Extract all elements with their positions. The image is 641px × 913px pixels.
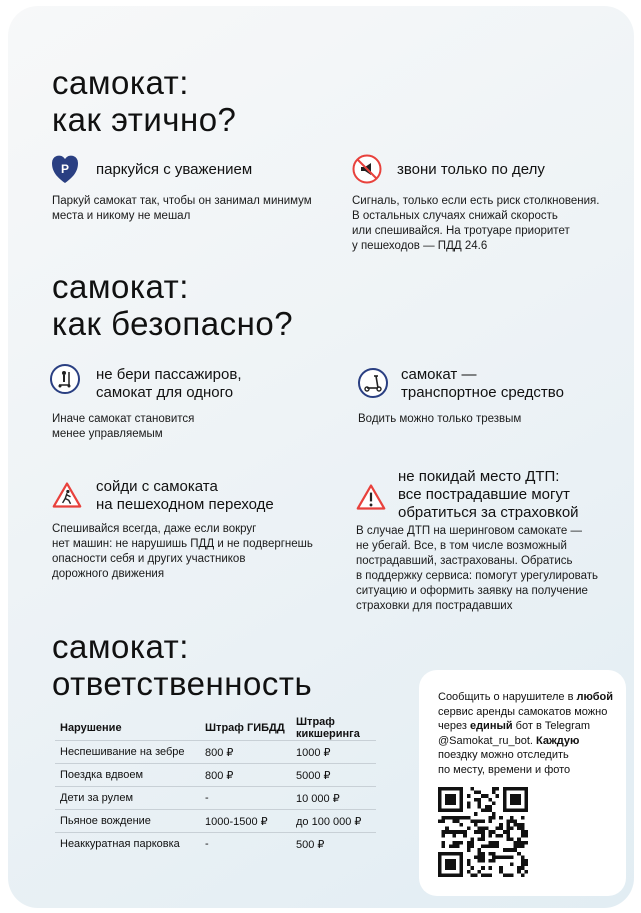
column-header: Штраф кикшеринга	[296, 716, 360, 740]
bell-title: звони только по делу	[397, 161, 545, 178]
park-text: Паркуй самокат так, чтобы он занимал минимум места и никому не мешал	[52, 195, 312, 222]
column-header: Нарушение	[60, 722, 122, 734]
park-title: паркуйся с уважением	[96, 161, 253, 178]
scooter-icon	[358, 368, 388, 398]
vehicle-text: Водить можно только трезвым	[358, 413, 522, 425]
fines-table	[55, 716, 411, 855]
passengers-title: не бери пассажиров, самокат для одного	[96, 366, 242, 401]
pedestrian-warning-icon	[52, 480, 82, 510]
report-text: Сообщить о нарушителе в любой сервис аренды самокатов можно через единый бот в Telegram @Samokat_ru_bot. Каждую поездку можно отследить по месту, времени и фото	[438, 691, 614, 776]
parking-icon	[50, 154, 80, 184]
table-row: Неаккуратная парковка - 500 ₽	[55, 833, 411, 856]
accident-title: не покидай место ДТП: все пострадавшие могут обратиться за страховкой	[398, 468, 579, 521]
table-row: Поездка вдвоем 800 ₽ 5000 ₽	[55, 764, 411, 787]
crossing-title: сойди с самоката на пешеходном переходе	[96, 478, 274, 513]
report-card	[419, 670, 626, 896]
heading-safety: самокат: как безопасно?	[52, 268, 294, 342]
svg-text:P: P	[60, 162, 70, 176]
bell-text: Сигналь, только если есть риск столкновения. В остальных случаях снижай скорость или спешивайся. На тротуаре приоритет у пешеходов — ПДД 24.6	[352, 195, 600, 252]
passengers-text: Иначе самокат становится менее управляемым	[52, 413, 195, 440]
single-rider-icon	[50, 364, 80, 394]
poster	[8, 6, 634, 908]
table-header-row	[55, 716, 411, 741]
accident-text: В случае ДТП на шеринговом самокате — не убегай. Все, в том числе возможный пострадавший, застрахованы. Обратись в поддержку сервиса: помогут урегулировать ситуацию и оформить заявку на получение страховки для пострадавших	[356, 525, 599, 612]
table-row: Неспешивание на зебре 800 ₽ 1000 ₽	[55, 741, 411, 764]
crossing-text: Спешивайся всегда, даже если вокруг нет машин: не нарушишь ПДД и не подвергнешь опасности себя и других участников дорожного движения	[52, 523, 313, 580]
column-header: Штраф ГИБДД	[205, 722, 285, 734]
exclamation-warning-icon	[356, 482, 386, 512]
heading-responsibility: самокат: ответственность	[52, 628, 313, 702]
no-horn-icon	[352, 154, 382, 184]
table-row: Пьяное вождение 1000-1500 ₽ до 100 000 ₽	[55, 810, 411, 833]
heading-ethics: самокат: как этично?	[52, 64, 237, 138]
vehicle-title: самокат — транспортное средство	[401, 366, 564, 401]
table-row: Дети за рулем - 10 000 ₽	[55, 787, 411, 810]
qr-code[interactable]	[438, 787, 528, 877]
